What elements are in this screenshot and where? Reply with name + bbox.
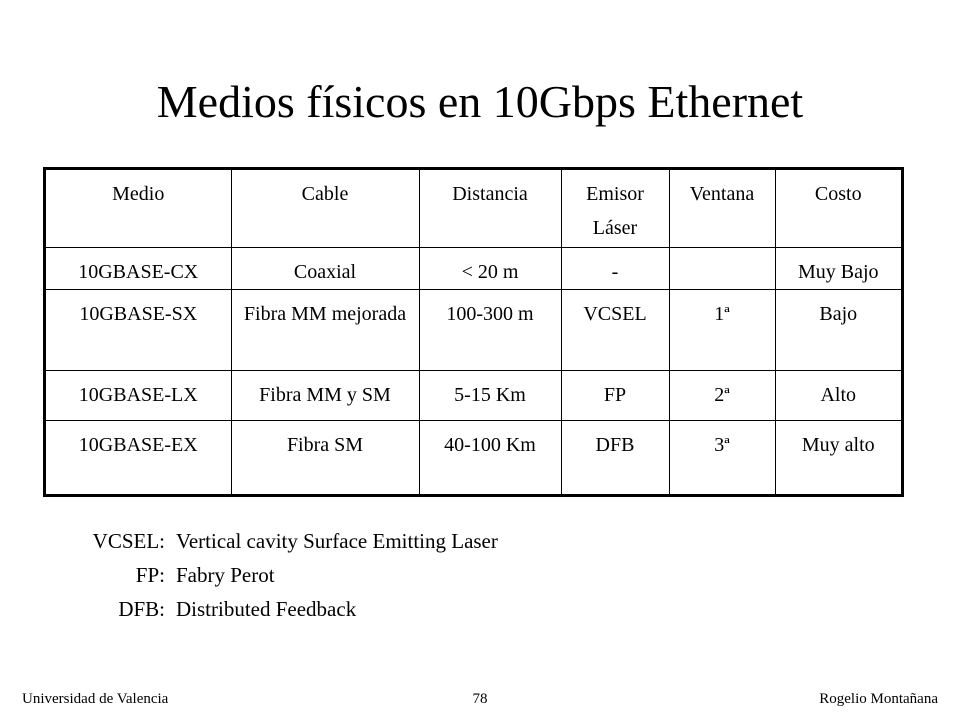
table-cell: 40-100 Km [419,420,561,495]
table-cell: Bajo [775,289,901,370]
table-cell: FP [561,370,669,420]
table-cell: 1ª [669,289,775,370]
legend-item [60,558,498,592]
table-row [46,289,901,370]
legend-description: Vertical cavity Surface Emitting Laser [176,529,498,553]
table-cell: 3ª [669,420,775,495]
column-header-ventana: Ventana [669,170,775,247]
footer-page-number: 78 [472,691,488,707]
table-cell: - [561,247,669,289]
footer-author: Rogelio Montañana [819,691,938,707]
table-row [46,420,901,495]
table-cell: 5-15 Km [419,370,561,420]
column-header-cable: Cable [231,170,419,247]
table-cell: 2ª [669,370,775,420]
table-cell: Fibra MM y SM [231,370,419,420]
column-header-costo: Costo [775,170,901,247]
table-cell [669,247,775,289]
column-header-distancia: Distancia [419,170,561,247]
table-cell: < 20 m [419,247,561,289]
acronym-legend [60,524,498,626]
legend-item [60,592,498,626]
table-cell: 10GBASE-SX [46,289,231,370]
legend-description: Fabry Perot [176,563,275,587]
table-cell: Muy Bajo [775,247,901,289]
table-cell: 10GBASE-EX [46,420,231,495]
table-cell: VCSEL [561,289,669,370]
legend-description: Distributed Feedback [176,597,357,621]
legend-abbr: FP: [135,563,165,587]
legend-item [60,524,498,558]
table-cell: Muy alto [775,420,901,495]
table-row [46,370,901,420]
table-cell: 10GBASE-CX [46,247,231,289]
table-cell: Coaxial [231,247,419,289]
column-header-medio: Medio [112,183,165,205]
slide-title: Medios físicos en 10Gbps Ethernet [156,76,804,127]
table-cell: Alto [775,370,901,420]
table-cell: 10GBASE-LX [46,370,231,420]
legend-abbr: VCSEL: [92,529,165,553]
table-cell: DFB [561,420,669,495]
table-row [46,247,901,289]
table-cell: Fibra SM [231,420,419,495]
table-cell: Fibra MM mejorada [231,289,419,370]
table-cell: 100-300 m [419,289,561,370]
legend-abbr: DFB: [118,597,165,621]
column-header-emisor-laser: Emisor Láser [561,170,669,247]
footer-institution: Universidad de Valencia [22,691,169,707]
media-table [43,167,904,497]
